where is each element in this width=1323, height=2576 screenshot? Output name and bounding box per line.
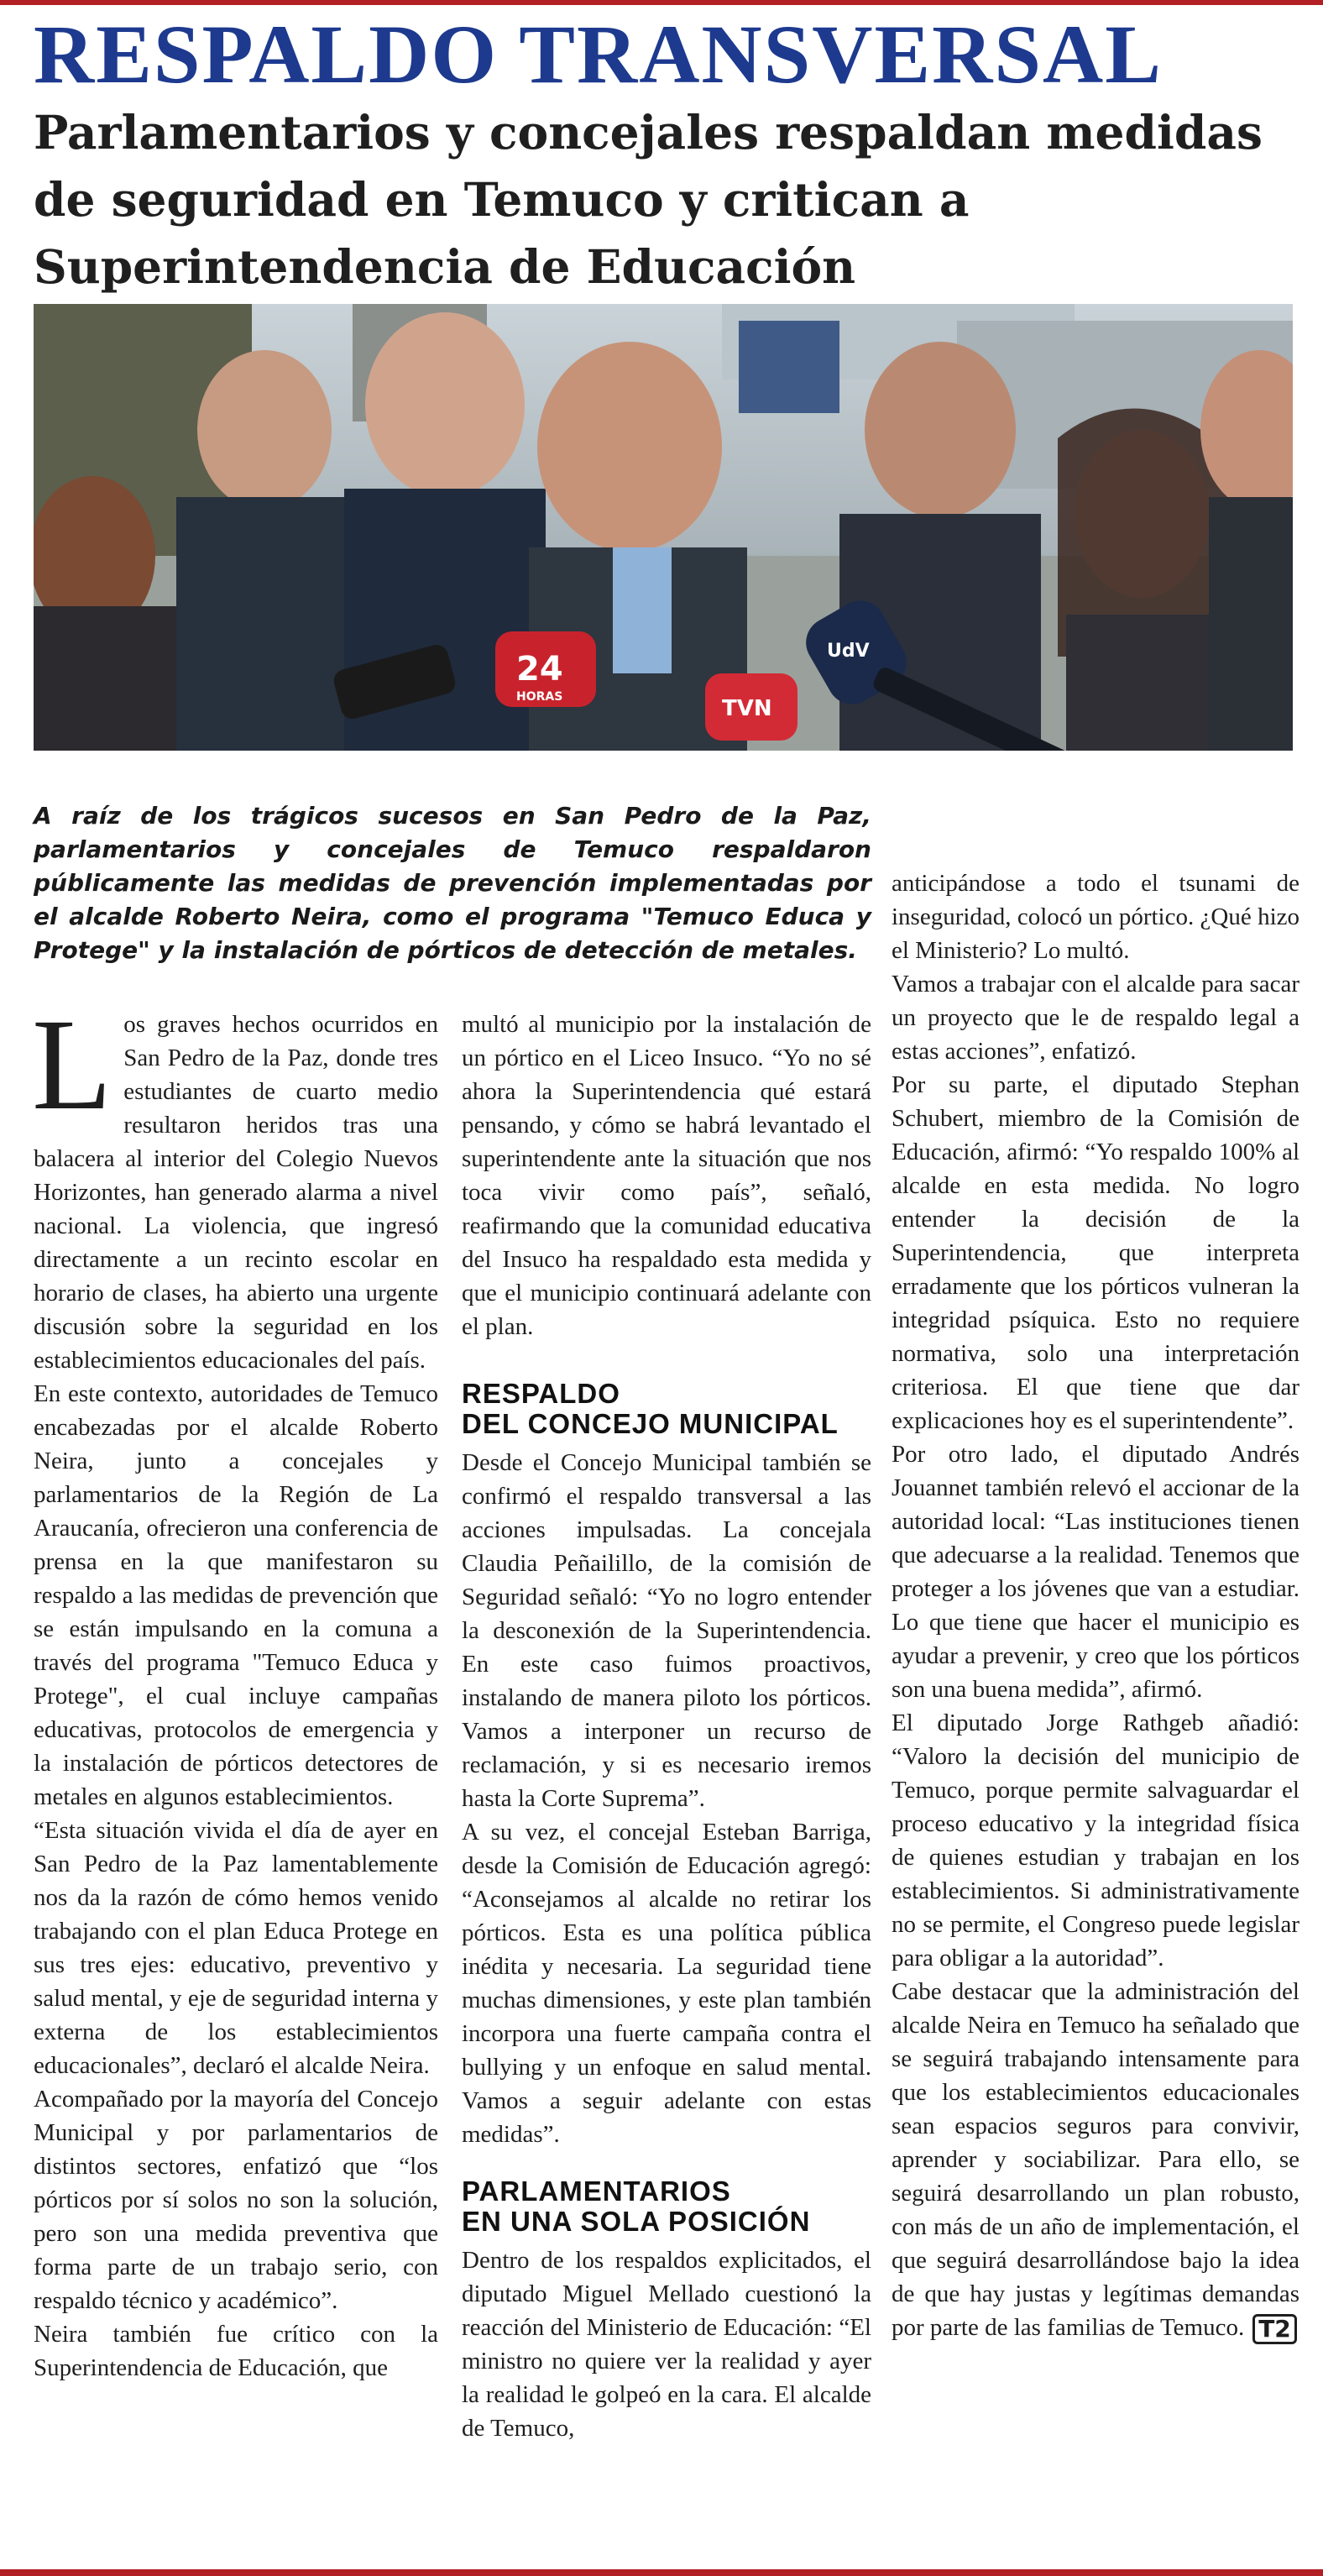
column-3 — [892, 867, 1299, 2344]
body-paragraph: Vamos a trabajar con el alcalde para sacar un proyecto que le de respaldo legal a estas acciones”, enfatizó. — [892, 971, 1299, 1065]
drop-cap: L — [32, 992, 112, 1137]
body-paragraph: A su vez, el concejal Esteban Barriga, desde la Comisión de Educación agregó: “Aconsejamos al alcalde no retirar los pórticos. Esta es una política pública inédita y necesaria. La seguridad tiene muchas dimensiones, y este plan también incorpora una fuerte campaña contra el bullying y un enfoque en salud mental. Vamos a seguir adelante con estas medidas”. — [462, 1819, 871, 2148]
column-1 — [32, 992, 438, 2385]
svg-text:24: 24 — [516, 650, 563, 689]
body-paragraph: Dentro de los respaldos explicitados, el diputado Miguel Mellado cuestionó la reacción del Ministerio de Educación: “El ministro no quiere ver la realidad y ayer la realidad le golpeó en la cara. El alcalde de Temuco, — [462, 2247, 871, 2442]
microphone-tvn — [705, 673, 797, 741]
person-far-right — [1200, 350, 1293, 751]
press-conference-photo — [34, 304, 1293, 751]
body-paragraph: El diputado Jorge Rathgeb añadió: “Valoro la decisión del municipio de Temuco, porque permite salvaguardar el proceso educativo y la integridad física de quienes estudian y trabajan en los establecimientos. Si administrativamente no se permite, el Congreso puede legislar para obligar a la autoridad”. — [892, 1709, 1299, 1971]
body-paragraph: En este contexto, autoridades de Temuco encabezadas por el alcalde Roberto Neira, junto a concejales y parlamentarios de la Región de La Araucanía, ofrecieron una conferencia de prensa en la que manifestaron su respaldo a las medidas de prevención que se están impulsando en la comuna a través del programa "Temuco Educa y Protege", el cual incluye campañas educativas, protocolos de emergencia y la instalación de pórticos detectores de metales en algunos establecimientos. — [34, 1380, 438, 1810]
body-paragraph: multó al municipio por la instalación de un pórtico en el Liceo Insuco. “Yo no sé ahora la Superintendencia qué estará pensando, y cómo se habrá levantado el superintendente ante la situación que nos toca vivir como país”, señaló, reafirmando que la comunidad educativa del Insuco ha respaldado esta medida y que el municipio continuará adelante con el plan. — [462, 1011, 871, 1340]
body-paragraph: “Esta situación vivida el día de ayer en San Pedro de la Paz lamentablemente nos da la razón de cómo hemos venido trabajando con el plan Educa Protege en sus tres ejes: educativo, preventivo y salud mental, y eje de seguridad interna y externa de los establecimientos educacionales”, declaró el alcalde Neira. — [34, 1817, 438, 2079]
top-accent-bar — [0, 0, 1323, 5]
svg-text:TVN: TVN — [722, 696, 772, 721]
person-young-man — [176, 350, 344, 751]
end-logo: T2 — [1252, 2314, 1297, 2344]
bottom-accent-rule — [0, 2569, 1323, 2576]
microphone-24h — [495, 631, 596, 707]
body-paragraph: Por otro lado, el diputado Andrés Jouannet también relevó el accionar de la autoridad local: “Las instituciones tienen que adecuarse a la realidad. Tenemos que proteger a los jóvenes que van a estudiar. Lo que tiene que hacer el municipio es ayudar a prevenir, y creo que los pórticos son una buena medida”, afirmó. — [892, 1441, 1299, 1703]
svg-text:UdV: UdV — [827, 641, 870, 662]
subheading-parlamentarios: PARLAMENTARIOS EN UNA SOLA POSICIÓN — [462, 2175, 811, 2237]
body-paragraph: Neira también fue crítico con la Superintendencia de Educación, que — [34, 2321, 438, 2381]
svg-text:HORAS: HORAS — [516, 690, 563, 704]
body-paragraph: Desde el Concejo Municipal también se confirmó el respaldo transversal a las acciones impulsadas. La concejala Claudia Peñailillo, de la comisión de Seguridad señaló: “Yo no logro entender la desconexión de la Superintendencia. En este caso fuimos proactivos, instalando de manera piloto los pórticos. Vamos a interponer un recurso de reclamación, y si es necesario iremos hasta la Corte Suprema”. — [462, 1449, 871, 1812]
headline: Parlamentarios y concejales respaldan medidas de seguridad en Temuco y critican a Superintendencia de Educación — [34, 105, 1263, 294]
body-paragraph: anticipándose a todo el tsunami de inseguridad, colocó un pórtico. ¿Qué hizo el Ministerio? Lo multó. — [892, 870, 1299, 964]
lede-paragraph: A raíz de los trágicos sucesos en San Pedro de la Paz, parlamentarios y concejales de Temuco respaldaron públicamente las medidas de prevención implementadas por el alcalde Roberto Neira, como el programa "Temuco Educa y Protege" y la instalación de pórticos de detección de metales. — [34, 802, 871, 964]
body-paragraph-final: Cabe destacar que la administración del alcalde Neira en Temuco ha señalado que se seguirá trabajando intensamente para que los establecimientos educacionales sean espacios seguros para convivir, aprender y sociabilizar. Para ello, se seguirá desarrollando un plan robusto, con más de un año de implementación, el que seguirá desarrollándose bajo la idea de que hay justas y legítimas demandas por parte de las familias de Temuco. T2 — [892, 1978, 1299, 2343]
subheading-concejo: RESPALDO DEL CONCEJO MUNICIPAL — [462, 1378, 839, 1439]
kicker-title: RESPALDO TRANSVERSAL — [34, 8, 1163, 101]
body-paragraph: Acompañado por la mayoría del Concejo Municipal y por parlamentarios de distintos sectores, enfatizó que “los pórticos por sí solos no son la solución, pero son una medida preventiva que forma parte de un trabajo serio, con respaldo técnico y académico”. — [34, 2086, 438, 2314]
column-2 — [462, 1008, 871, 2445]
body-paragraph: Los graves hechos ocurridos en San Pedro de la Paz, donde tres estudiantes de cuarto medio resultaron heridos tras una balacera al interior del Colegio Nuevos Horizontes, han generado alarma a nivel nacional. La violencia, que ingresó directamente a un recinto escolar en horario de clases, ha abierto una urgente discusión sobre la seguridad en los establecimientos educacionales del país. — [32, 992, 438, 1374]
body-paragraph: Por su parte, el diputado Stephan Schubert, miembro de la Comisión de Educación, afirmó: “Yo respaldo 100% al alcalde en esta medida. No logro entender la decisión de la Superintendencia, que interpreta erradamente que los pórticos vulneran la integridad psíquica. Esto no requiere normativa, solo una interpretación criteriosa. El que tiene que dar explicaciones hoy es el superintendente”. — [892, 1071, 1299, 1434]
